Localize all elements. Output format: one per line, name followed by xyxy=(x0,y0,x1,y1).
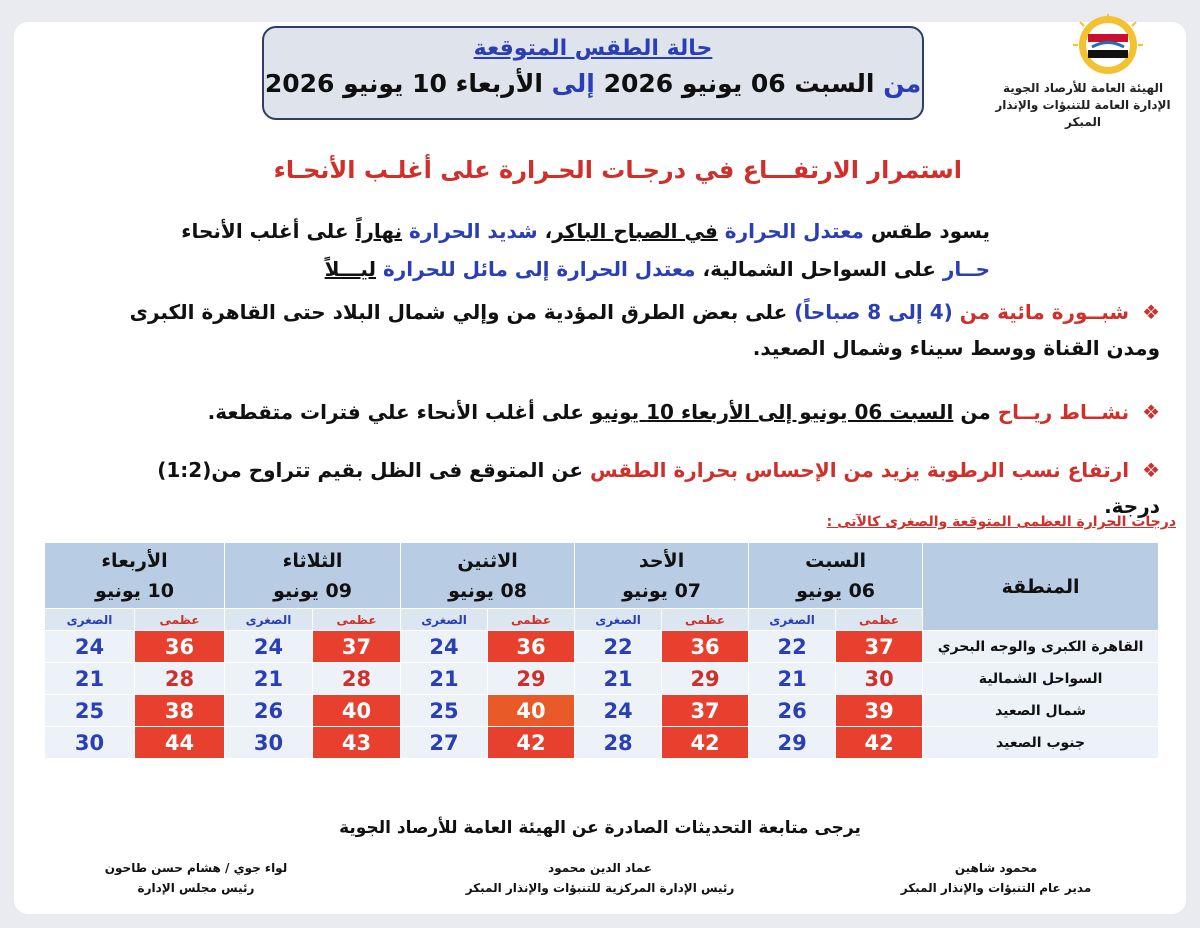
max-temp-cell: 38 xyxy=(135,695,225,727)
bullet-red-text: ارتفاع نسب الرطوبة يزيد من الإحساس بحرارة الطقس xyxy=(589,458,1130,482)
table-header-row xyxy=(45,543,1159,609)
max-label: عظمى xyxy=(488,609,575,631)
table-caption: درجات الحرارة العظمى المتوقعة والصغرى كالآتى : xyxy=(826,514,1176,530)
region-cell: السواحل الشمالية xyxy=(923,663,1159,695)
max-temp-cell: 30 xyxy=(836,663,923,695)
page-title: حالة الطقس المتوقعة xyxy=(473,36,713,61)
summary-comma: ، xyxy=(544,219,553,243)
summary-underlined: نهاراً xyxy=(355,219,403,243)
range-end: الأربعاء 10 يونيو 2026 xyxy=(264,69,543,98)
bullet-text: من xyxy=(960,400,991,424)
range-from-word: من xyxy=(883,69,922,98)
signatory-title: رئيس مجلس الإدارة xyxy=(137,881,255,895)
signatory-title: مدير عام التنبؤات والإنذار المبكر xyxy=(900,881,1092,895)
signature-block xyxy=(66,858,326,898)
min-temp-cell: 21 xyxy=(45,663,135,695)
summary-line-2 xyxy=(170,250,990,288)
table-row xyxy=(45,631,1159,663)
max-temp-cell: 37 xyxy=(313,631,401,663)
max-temp-cell: 44 xyxy=(135,727,225,759)
range-to-word: إلى xyxy=(551,69,595,98)
region-cell: جنوب الصعيد xyxy=(923,727,1159,759)
min-temp-cell: 24 xyxy=(45,631,135,663)
bullet-red-text: شبــورة مائية من xyxy=(959,300,1130,324)
summary-highlight: شديد الحرارة xyxy=(409,219,538,243)
bullet-wind xyxy=(100,394,1160,430)
max-temp-cell: 36 xyxy=(488,631,575,663)
summary-text: على السواحل الشمالية، xyxy=(702,257,936,281)
summary-line-1 xyxy=(170,212,990,250)
max-temp-cell: 37 xyxy=(662,695,749,727)
organization-line-2: الإدارة العامة للتنبؤات والإنذار المبكر xyxy=(995,98,1171,129)
table-row xyxy=(45,695,1159,727)
max-temp-cell: 36 xyxy=(135,631,225,663)
bullet-fog xyxy=(100,294,1160,366)
max-temp-cell: 40 xyxy=(313,695,401,727)
min-temp-cell: 22 xyxy=(575,631,662,663)
summary-underlined: ليـــلاً xyxy=(324,257,377,281)
organization-name xyxy=(988,80,1178,131)
day-header: الثلاثاء 09 يونيو xyxy=(225,543,401,609)
summary-paragraph xyxy=(170,212,990,288)
max-temp-cell: 42 xyxy=(488,727,575,759)
min-temp-cell: 24 xyxy=(575,695,662,727)
signatory-name: لواء جوي / هشام حسن طاحون xyxy=(104,861,288,875)
summary-underlined: في الصباح الباكر xyxy=(552,219,718,243)
max-temp-cell: 37 xyxy=(836,631,923,663)
min-temp-cell: 21 xyxy=(225,663,313,695)
min-temp-cell: 21 xyxy=(575,663,662,695)
min-temp-cell: 24 xyxy=(401,631,488,663)
signature-block xyxy=(886,858,1106,898)
bullet-text: عن المتوقع فى الظل بقيم تتراوح من(1:2) درجة. xyxy=(157,458,1160,518)
max-temp-cell: 42 xyxy=(836,727,923,759)
min-label: الصغرى xyxy=(401,609,488,631)
title-box xyxy=(262,26,924,120)
max-temp-cell: 29 xyxy=(662,663,749,695)
region-cell: شمال الصعيد xyxy=(923,695,1159,727)
bullet-text: على أغلب الأنحاء علي فترات متقطعة. xyxy=(207,400,584,424)
min-temp-cell: 22 xyxy=(749,631,836,663)
bullet-blue-text: (4 إلى 8 صباحاً) xyxy=(794,300,953,324)
temperature-table xyxy=(44,542,1159,759)
max-temp-cell: 29 xyxy=(488,663,575,695)
max-temp-cell: 28 xyxy=(313,663,401,695)
bullet-red-text: نشــاط ريــاح xyxy=(997,400,1130,424)
summary-highlight: معتدل الحرارة إلى مائل للحرارة xyxy=(382,257,696,281)
max-label: عظمى xyxy=(662,609,749,631)
min-temp-cell: 21 xyxy=(401,663,488,695)
min-temp-cell: 26 xyxy=(225,695,313,727)
max-label: عظمى xyxy=(313,609,401,631)
min-label: الصغرى xyxy=(749,609,836,631)
summary-highlight: حــار xyxy=(942,257,990,281)
min-temp-cell: 26 xyxy=(749,695,836,727)
min-label: الصغرى xyxy=(575,609,662,631)
region-cell: القاهرة الكبرى والوجه البحري xyxy=(923,631,1159,663)
region-header: المنطقة xyxy=(923,543,1159,631)
day-header: الأحد 07 يونيو xyxy=(575,543,749,609)
table-row xyxy=(45,663,1159,695)
max-temp-cell: 40 xyxy=(488,695,575,727)
bullet-underlined: السبت 06 يونيو إلى الأربعاء 10 يونيو xyxy=(590,400,954,424)
meteorological-authority-emblem-icon xyxy=(1058,14,1158,76)
min-temp-cell: 30 xyxy=(225,727,313,759)
bullet-text: على بعض الطرق المؤدية من وإلي شمال البلاد حتى القاهرة الكبرى xyxy=(129,300,788,324)
min-temp-cell: 25 xyxy=(401,695,488,727)
min-temp-cell: 25 xyxy=(45,695,135,727)
min-temp-cell: 30 xyxy=(45,727,135,759)
headline: استمرار الارتفـــاع في درجـات الحـرارة على أغلـب الأنحـاء xyxy=(273,156,962,184)
forecast-period xyxy=(264,69,922,98)
footer-note: يرجى متابعة التحديثات الصادرة عن الهيئة العامة للأرصاد الجوية xyxy=(339,818,861,838)
max-temp-cell: 43 xyxy=(313,727,401,759)
min-label: الصغرى xyxy=(225,609,313,631)
diamond-bullet-icon: ❖ xyxy=(1142,300,1160,324)
signatory-name: عماد الدين محمود xyxy=(548,861,652,875)
max-label: عظمى xyxy=(836,609,923,631)
max-temp-cell: 39 xyxy=(836,695,923,727)
min-label: الصغرى xyxy=(45,609,135,631)
min-temp-cell: 29 xyxy=(749,727,836,759)
summary-text: يسود طقس xyxy=(870,219,990,243)
signatory-title: رئيس الإدارة المركزية للتنبؤات والإنذار المبكر xyxy=(465,881,735,895)
signature-block xyxy=(440,858,760,898)
max-temp-cell: 28 xyxy=(135,663,225,695)
min-temp-cell: 27 xyxy=(401,727,488,759)
max-temp-cell: 42 xyxy=(662,727,749,759)
day-header: الاثنين 08 يونيو xyxy=(401,543,575,609)
day-header: الأربعاء 10 يونيو xyxy=(45,543,225,609)
bullet-text: ومدن القناة ووسط سيناء وشمال الصعيد. xyxy=(752,336,1160,360)
max-label: عظمى xyxy=(135,609,225,631)
organization-line-1: الهيئة العامة للأرصاد الجوية xyxy=(1002,81,1164,95)
signatory-name: محمود شاهين xyxy=(954,861,1038,875)
max-temp-cell: 36 xyxy=(662,631,749,663)
diamond-bullet-icon: ❖ xyxy=(1142,458,1160,482)
diamond-bullet-icon: ❖ xyxy=(1142,400,1160,424)
day-header: السبت 06 يونيو xyxy=(749,543,923,609)
range-start: السبت 06 يونيو 2026 xyxy=(603,69,875,98)
summary-highlight: معتدل الحرارة xyxy=(724,219,864,243)
table-row xyxy=(45,727,1159,759)
min-temp-cell: 24 xyxy=(225,631,313,663)
summary-text: على أغلب الأنحاء xyxy=(181,219,349,243)
min-temp-cell: 28 xyxy=(575,727,662,759)
min-temp-cell: 21 xyxy=(749,663,836,695)
